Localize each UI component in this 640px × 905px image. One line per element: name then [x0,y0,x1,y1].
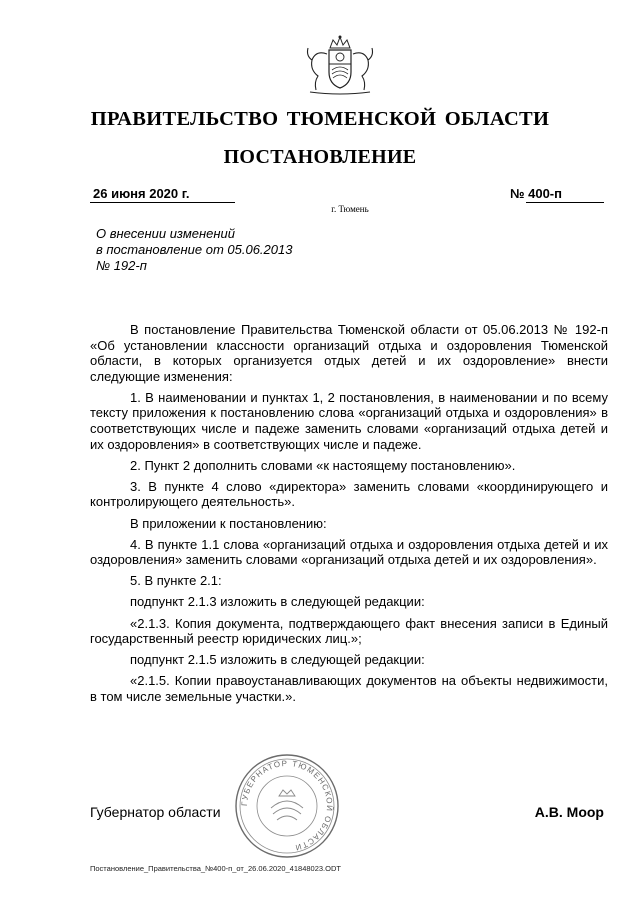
document-date: 26 июня 2020 г. [93,186,190,201]
signatory-title: Губернатор области [90,804,221,820]
organization-title: ПРАВИТЕЛЬСТВО ТЮМЕНСКОЙ ОБЛАСТИ [90,108,550,130]
body-paragraph: 5. В пункте 2.1: [130,573,222,589]
document-city: г. Тюмень [331,204,369,214]
date-underline [90,202,235,203]
body-paragraph: В постановление Правительства Тюменской области от 05.06.2013 № 192-п «Об установлении классности организаций отдыха и оздоровления Тюменской области, в которых организуется отдых детей и их оздоровление» внести следующие изменения: [90,322,608,384]
body-paragraph: «2.1.3. Копия документа, подтверждающего факт внесения записи в Единый государственный реестр юридических лиц.»; [90,615,608,647]
official-seal-icon [233,752,341,860]
body-paragraph: В приложении к постановлению: [130,515,327,531]
subject-line: № 192-п [96,258,147,273]
seal-text: ГУБЕРНАТОР ТЮМЕНСКОЙ ОБЛАСТИ [239,758,335,853]
subject-line: в постановление от 05.06.2013 [96,242,293,257]
coat-of-arms-icon [300,34,380,96]
body-paragraph: подпункт 2.1.5 изложить в следующей редакции: [130,652,425,668]
number-underline [526,202,604,203]
document-kind: ПОСТАНОВЛЕНИЕ [223,146,417,168]
body-paragraph: 1. В наименовании и пунктах 1, 2 постановления, в наименовании и по всему тексту приложения к постановлению слова «организаций отдыха и оздоровления» в соответствующих числе и падеже заменить словами «организаций отдыха детей и их оздоровления» в соответствующих числе и падеже. [90,389,608,452]
document-subject [96,226,292,274]
body-paragraph: 2. Пункт 2 дополнить словами «к настоящему постановлению». [130,457,516,473]
document-number: № 400-п [510,186,562,201]
file-footer: Постановление_Правительства_№400-п_от_26.06.2020_41848023.ODT [90,864,341,873]
body-paragraph: подпункт 2.1.3 изложить в следующей редакции: [130,594,425,610]
body-paragraph: 4. В пункте 1.1 слова «организаций отдыха и оздоровления отдыха детей и их оздоровления» заменить словами «организаций отдыха детей и их оздоровления». [90,536,608,568]
subject-line: О внесении изменений [96,226,235,241]
document-body [90,322,608,710]
body-paragraph: «2.1.5. Копии правоустанавливающих документов на объекты недвижимости, в том числе земельные участки.». [90,673,608,704]
body-paragraph: 3. В пункте 4 слово «директора» заменить словами «координирующего и контролирующего деятельность». [90,478,608,510]
signatory-name: А.В. Моор [534,804,604,820]
